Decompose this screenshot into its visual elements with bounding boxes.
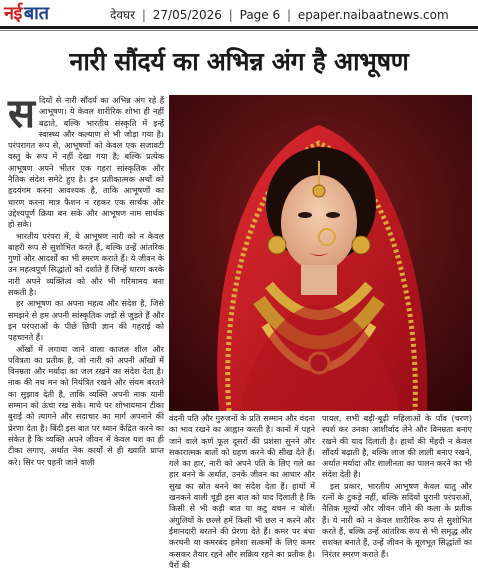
edition-city: देवघर: [110, 8, 136, 22]
bride-jewellery-image: [169, 95, 472, 411]
page-number: Page 6: [239, 8, 281, 22]
paragraph: दियों से नारी सौंदर्य का अभिन्न अंग रहे हैं आभूषण। ये केवल शारीरिक शोभा ही नहीं बढ़ाते, बल्कि भारतीय संस्कृति में इन्हें स्वास्थ्य और कल्याण से भी जोड़ा गया है। परंपरागत रूप से, आभूषणों को केवल एक सजावटी वस्तु के रूप में नहीं देखा गया है; बल्कि प्रत्येक आभूषण अपने भीतर एक गहरा सांस्कृतिक और नैतिक संदेश समेटे हुए है। इन प्रतीकात्मक अर्थों को हृदयंगम करना आवश्यक है, ताकि आभूषणों का धारण करना मात्र फैशन न रहकर एक सार्थक और उद्देश्यपूर्ण क्रिया बन सके और आभूषण नाम सार्थक हो सके।: [8, 95, 164, 230]
separator: |: [228, 8, 233, 22]
article-column-left: [8, 90, 164, 497]
paragraph: पायल, सभी बड़ी-बूढ़ी महिलाओं के पाँव (चरण) स्पर्श कर उनका आशीर्वाद लेने और विनम्रता बनाए रखने की याद दिलाती है। हाथों की मेंहदी न केवल सौंदर्य बढ़ाती है, बल्कि लाज की लाली बनाए रखने, अर्थात मर्यादा और शालीनता का पालन करने का भी संदेश देती है।: [322, 413, 472, 480]
paragraph: हर आभूषण का अपना महत्व और संदेश है, जिसे समझने से हम अपनी सांस्कृतिक जड़ों से जुड़ते हैं और इन परंपराओं के पीछे छिपी ज्ञान की गहराई को पहचानते हैं।: [8, 298, 164, 343]
paragraph: वंदनी पति और गुरुजनों के प्रति सम्मान और वंदना का भाव रखने का आह्वान करती है। कानों में पहने जाने वाले कर्ण फूल दूसरों की प्रशंसा सुनने और सकारात्मक बातों को ग्रहण करने की सीख देते हैं। गले का हार, नारी को अपने पति के लिए गले का हार बनने के अर्थात, उनके जीवन का आधार और सुख का स्रोत बनने का संदेश देता है। हाथों में खनकने वाली चूड़ी इस बात को याद दिलाती है कि किसी से भी कड़ी बात या कटु वचन न बोलें। अंगुलियों के छल्ले हमें किसी भी छल न करने और ईमानदारी बरतने की प्रेरणा देते हैं। कमर पर बंधा करधनी या कमरबंद हमेशा सत्कर्मों के लिए कमर कसकर तैयार रहने और सक्रिय रहने का प्रतीक है। पैरों की: [169, 413, 315, 570]
newspaper-logo[interactable]: [4, 2, 49, 24]
logo-word-2: बात: [23, 3, 50, 24]
edition-info: [110, 6, 449, 23]
logo-word-1: नई: [4, 3, 22, 24]
paragraph: इस प्रकार, भारतीय आभूषण केवल धातु और रत्नों के टुकड़े नहीं, बल्कि सदियों पुरानी परंपराओं, नैतिक मूल्यों और जीवन जीने की कला के प्रतीक हैं। ये नारी को न केवल शारीरिक रूप से सुशोभित करते हैं, बल्कि उन्हें आंतरिक रूप से भी समृद्ध और सशक्त बनाते हैं, उन्हें जीवन के मूलभूत सिद्धांतों का निरंतर स्मरण कराते हैं।: [322, 480, 472, 559]
masthead: [0, 0, 478, 26]
masthead-rule-thin: [0, 30, 478, 31]
edition-date: 27/05/2026: [152, 8, 222, 22]
paragraph: भारतीय परंपरा में, ये आभूषण नारी को न केवल बाहरी रूप से सुशोभित करते हैं, बल्कि उन्हें आंतरिक गुणों और आदर्शों का भी स्मरण कराते हैं। ये जीवन के उन महत्वपूर्ण सिद्धांतों को दर्शाते हैं जिन्हें धारण करके नारी अपने व्यक्तित्व को और भी गरिमामय बना सकती है।: [8, 230, 164, 298]
bride-photo: [169, 95, 472, 411]
masthead-rule: [0, 26, 478, 29]
separator: |: [141, 8, 146, 22]
drop-cap: स: [8, 90, 36, 137]
paragraph: आँखों में लगाया जाने वाला काजल शील और पवित्रता का प्रतीक है, जो नारी को अपनी आँखों में विनम्रता और मर्यादा का जल रखने का संदेश देता है। नाक की नथ मन को नियंत्रित रखने और संयम बरतने का सुझाव देती है, ताकि व्यक्ति अपनी नाक यानी सम्मान को ऊंचा रख सके। माथे पर शोभायमान टीका बुराई को त्यागने और सदाचार का मार्ग अपनाने की प्रेरणा देता है। बिंदी इस बात पर ध्यान केंद्रित करने का संकेत है कि व्यक्ति अपने जीवन में केवल यश का ही टीका लगाए, अर्थात नेक कार्यों से ही ख्याति प्राप्त करे। सिर पर पहनी जाने वाली: [8, 343, 164, 467]
article-headline: नारी सौंदर्य का अभिन्न अंग है आभूषण: [69, 47, 409, 76]
website-link[interactable]: epaper.naibaatnews.com: [297, 8, 449, 22]
article-column-right: [322, 413, 472, 559]
article-column-middle: [169, 413, 315, 570]
separator: |: [286, 8, 291, 22]
